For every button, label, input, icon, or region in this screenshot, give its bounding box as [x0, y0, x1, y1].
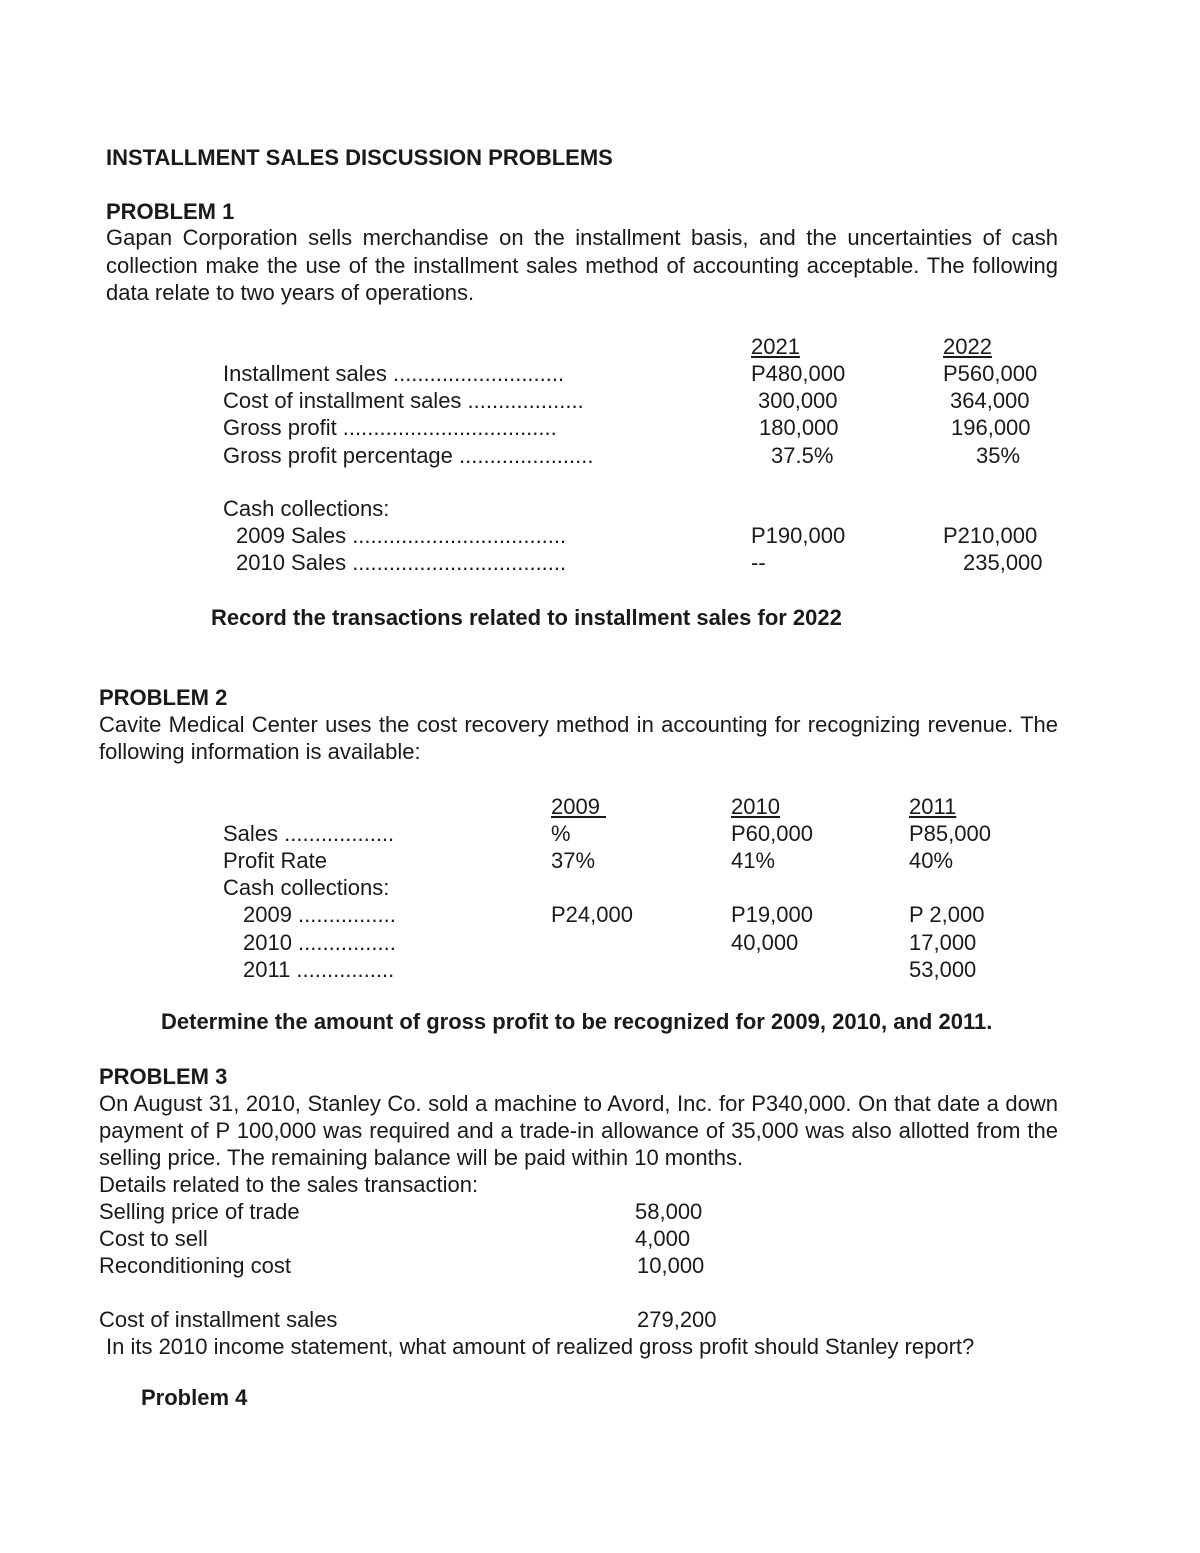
p2-cash-label: Cash collections: [223, 875, 390, 900]
p2-row-value: P60,000 [731, 821, 813, 846]
p1-row-value: 364,000 [950, 388, 1030, 413]
p2-row-value: 41% [731, 848, 776, 873]
p3-detail-value: 58,000 [635, 1199, 703, 1224]
p1-cash-value: -- [751, 550, 766, 575]
p2-cash-value: P24,000 [551, 902, 633, 927]
p1-cash-value: 235,000 [963, 550, 1043, 575]
p3-cost-label: Cost of installment sales [99, 1307, 338, 1332]
p1-row-label: Gross profit ................................... [223, 415, 557, 440]
p2-row-value: 37% [551, 848, 596, 873]
p1-row-value: P480,000 [751, 361, 846, 386]
p1-cash-row-label: 2009 Sales ................................... [236, 523, 567, 548]
problem1-instruction: Record the transactions related to installment sales for 2022 [211, 605, 842, 630]
problem3-heading: PROBLEM 3 [99, 1064, 228, 1089]
problem2-instruction: Determine the amount of gross profit to be recognized for 2009, 2010, and 2011. [161, 1009, 993, 1034]
problem3-text: On August 31, 2010, Stanley Co. sold a machine to Avord, Inc. for P340,000. On that date a down payment of P 100,000 was required and a trade-in allowance of 35,000 was also allotted from the selling price. The remaining balance will be paid within 10 months. [99, 1091, 1058, 1170]
p1-row-value: 300,000 [758, 388, 838, 413]
p1-row-value: 180,000 [759, 415, 839, 440]
p3-detail-label: Cost to sell [99, 1226, 208, 1251]
p1-cash-row-label: 2010 Sales ................................... [236, 550, 567, 575]
p1-cash-value: P210,000 [943, 523, 1038, 548]
p2-cash-value: 40,000 [731, 930, 799, 955]
p2-row-value: 40% [909, 848, 954, 873]
p2-row-label: Profit Rate [223, 848, 327, 873]
p2-row-value: % [551, 821, 571, 846]
p3-cost-value: 279,200 [637, 1307, 717, 1332]
p2-cash-row-label: 2011 ................ [243, 957, 395, 982]
problem1-heading: PROBLEM 1 [106, 199, 235, 224]
p1-row-label: Gross profit percentage ...................... [223, 443, 594, 468]
p1-row-value: 35% [976, 443, 1021, 468]
problem3-question: In its 2010 income statement, what amount of realized gross profit should Stanley report? [106, 1334, 975, 1359]
p3-detail-label: Reconditioning cost [99, 1253, 292, 1278]
p1-row-label: Installment sales ............................ [223, 361, 565, 386]
p1-year-2021: 2021 [751, 334, 800, 359]
p2-year-2009: 2009 [551, 794, 607, 819]
p2-year-2010: 2010 [731, 794, 780, 819]
p3-detail-label: Selling price of trade [99, 1199, 300, 1224]
p1-cash-label: Cash collections: [223, 496, 390, 521]
p3-detail-value: 4,000 [635, 1226, 691, 1251]
p1-year-2022: 2022 [943, 334, 992, 359]
p3-detail-value: 10,000 [637, 1253, 705, 1278]
problem1-text: Gapan Corporation sells merchandise on the installment basis, and the uncertainties of cash collection make the use of the installment sales method of accounting acceptable. The following data relate to two years of operations. [106, 225, 1058, 305]
p2-cash-row-label: 2009 ................ [243, 902, 396, 927]
p2-row-value: P85,000 [909, 821, 991, 846]
p3-details-label: Details related to the sales transaction: [99, 1172, 479, 1197]
problem2-text: Cavite Medical Center uses the cost recovery method in accounting for recognizing revenue. The following information is available: [99, 712, 1058, 764]
p1-row-value: P560,000 [943, 361, 1038, 386]
p2-cash-row-label: 2010 ................ [243, 930, 396, 955]
p2-year-2011: 2011 [909, 794, 957, 819]
p2-cash-value: P19,000 [731, 902, 813, 927]
p1-cash-value: P190,000 [751, 523, 846, 548]
p2-cash-value: P 2,000 [909, 902, 985, 927]
p1-row-value: 37.5% [771, 443, 834, 468]
p2-cash-value: 53,000 [909, 957, 977, 982]
p1-row-label: Cost of installment sales ................... [223, 388, 584, 413]
document-title: INSTALLMENT SALES DISCUSSION PROBLEMS [106, 145, 613, 170]
p2-cash-value: 17,000 [909, 930, 977, 955]
p2-row-label: Sales .................. [223, 821, 395, 846]
problem4-heading: Problem 4 [141, 1385, 248, 1410]
problem2-heading: PROBLEM 2 [99, 685, 228, 710]
p1-row-value: 196,000 [951, 415, 1031, 440]
